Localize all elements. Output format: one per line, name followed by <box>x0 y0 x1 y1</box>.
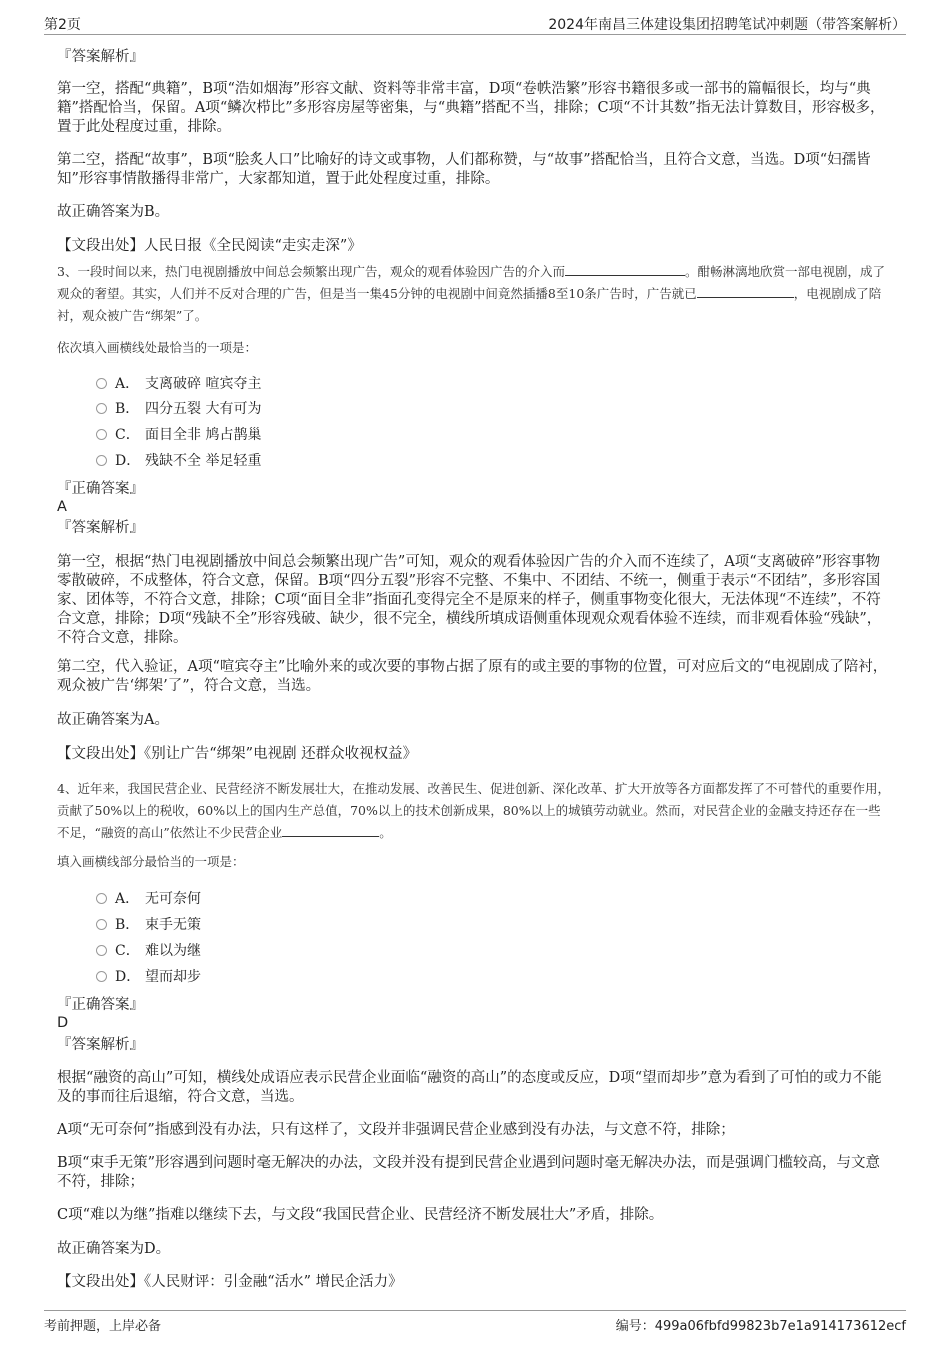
blank-1 <box>565 263 685 276</box>
q3-analysis-p1: 第一空，根据“热门电视剧播放中间总会频繁出现广告”可知，观众的观看体验因广告的介入而不连续了，A项“支离破碎”形容事物零散破碎，不成整体，符合文意，保留。B项“四分五裂”形容不完整、不集中、不团结、不统一，侧重于表示“不团结”，多形容国家、团体等，不符合文意，排除；C项“面目全非”指面孔变得完全不是原来的样子，侧重事物变化很大，无法体现“不连续”，不符合文意，排除；D项“残缺不全”形容残破、缺少，很不完全，横线所填成语侧重体现观众观看体验不连续，而非观看体验“残缺”，不符合文意，排除。 <box>57 554 882 646</box>
page-header <box>44 0 906 35</box>
q4-option-a[interactable]: A． 无可奈何 <box>96 890 201 908</box>
q4-answer-line: 故正确答案为D。 <box>57 1241 171 1257</box>
footer-slogan: 考前押题，上岸必备 <box>44 1319 162 1334</box>
radio-icon[interactable] <box>96 945 107 956</box>
q2-analysis-p2: 第二空，搭配“故事”，B项“脍炙人口”比喻好的诗文或事物，人们都称赞，与“故事”搭配恰当，且符合文意，当选。D项“妇孺皆知”形容事情散播得非常广，大家都知道，置于此处程度过重，排除。 <box>57 152 871 187</box>
page-footer <box>44 1310 906 1334</box>
document-title: 2024年南昌三体建设集团招聘笔试冲刺题（带答案解析） <box>548 17 906 33</box>
radio-icon[interactable] <box>96 971 107 982</box>
q2-analysis-label: 『答案解析』 <box>57 49 144 65</box>
q2-source: 【文段出处】人民日报《全民阅读“走实走深”》 <box>57 238 362 254</box>
q3-analysis-p2: 第二空，代入验证，A项“喧宾夺主”比喻外来的或次要的事物占据了原有的或主要的事物的位置，可对应后文的“电视剧成了陪衬，观众被广告‘绑架’了”，符合文意，当选。 <box>57 659 888 694</box>
blank-1 <box>282 824 379 837</box>
blank-2 <box>697 285 794 298</box>
radio-icon[interactable] <box>96 919 107 930</box>
q4-analysis-p3: B项“束手无策”形容遇到问题时毫无解决的办法，文段并没有提到民营企业遇到问题时毫无解决办法，而是强调门槛较高，与文意不符，排除； <box>57 1155 880 1190</box>
q4-correct-label: 『正确答案』 <box>57 997 144 1013</box>
radio-icon[interactable] <box>96 429 107 440</box>
q3-option-a[interactable]: A． 支离破碎 喧宾夺主 <box>96 375 261 393</box>
q4-option-d[interactable]: D． 望而却步 <box>96 968 201 986</box>
q4-source: 【文段出处】《人民财评：引金融“活水” 增民企活力》 <box>57 1274 403 1290</box>
q3-answer-line: 故正确答案为A。 <box>57 712 169 728</box>
q4-analysis-p4: C项“难以为继”指难以继续下去，与文段“我国民营企业、民营经济不断发展壮大”矛盾，排除。 <box>57 1207 664 1223</box>
document-id: 编号：499a06fbfd99823b7e1a914173612ecf <box>615 1319 906 1334</box>
radio-icon[interactable] <box>96 403 107 414</box>
radio-icon[interactable] <box>96 893 107 904</box>
q4-option-c[interactable]: C． 难以为继 <box>96 942 201 960</box>
q3-analysis-label: 『答案解析』 <box>57 520 144 536</box>
q3-option-d[interactable]: D． 残缺不全 举足轻重 <box>96 452 261 470</box>
radio-icon[interactable] <box>96 455 107 466</box>
q3-stem: 3、一段时间以来，热门电视剧播放中间总会频繁出现广告，观众的观看体验因广告的介入而 。酣畅淋漓地欣赏一部电视剧，成了观众的奢望。其实，人们并不反对合理的广告，但是当一集45分钟的电视剧中间竟然插播8至10条广告时，广告就已 ，电视剧成了陪衬，观众被广告“绑架”了。 <box>57 264 885 323</box>
q4-option-b[interactable]: B． 束手无策 <box>96 916 201 934</box>
q3-option-c[interactable]: C． 面目全非 鸠占鹊巢 <box>96 426 261 444</box>
q4-stem: 4、近年来，我国民营企业、民营经济不断发展壮大，在推动发展、改善民生、促进创新、深化改革、扩大开放等各方面都发挥了不可替代的重要作用，贡献了50%以上的税收，60%以上的国内生产总值，70%以上的技术创新成果，80%以上的城镇劳动就业。然而，对民营企业的金融支持还存在一些不足，“融资的高山”依然让不少民营企业 。 <box>57 781 890 840</box>
q3-correct-label: 『正确答案』 <box>57 481 144 497</box>
q2-analysis-p1: 第一空，搭配“典籍”，B项“浩如烟海”形容文献、资料等非常丰富，D项“卷帙浩繁”形容书籍很多或一部书的篇幅很长，均与“典籍”搭配恰当，保留。A项“鳞次栉比”多形容房屋等密集，与“典籍”搭配不当，排除；C项“不计其数”指无法计算数目，形容极多，置于此处程度过重，排除。 <box>57 81 885 135</box>
q4-analysis-p1: 根据“融资的高山”可知，横线处成语应表示民营企业面临“融资的高山”的态度或反应，D项“望而却步”意为看到了可怕的或力不能及的事而往后退缩，符合文意，当选。 <box>57 1070 882 1105</box>
q3-option-b[interactable]: B． 四分五裂 大有可为 <box>96 400 261 418</box>
q2-answer-line: 故正确答案为B。 <box>57 204 170 220</box>
q3-instruction: 依次填入画横线处最恰当的一项是： <box>57 340 258 355</box>
q4-analysis-p2: A项“无可奈何”指感到没有办法，只有这样了，文段并非强调民营企业感到没有办法，与文意不符，排除； <box>57 1122 735 1138</box>
page-number: 第2页 <box>44 17 81 33</box>
q4-correct-answer: D <box>57 1015 69 1031</box>
q3-source: 【文段出处】《别让广告“绑架”电视剧 还群众收视权益》 <box>57 746 418 762</box>
radio-icon[interactable] <box>96 378 107 389</box>
q3-correct-answer: A <box>57 499 67 515</box>
q4-instruction: 填入画横线部分最恰当的一项是： <box>57 854 245 869</box>
q4-analysis-label: 『答案解析』 <box>57 1037 144 1053</box>
